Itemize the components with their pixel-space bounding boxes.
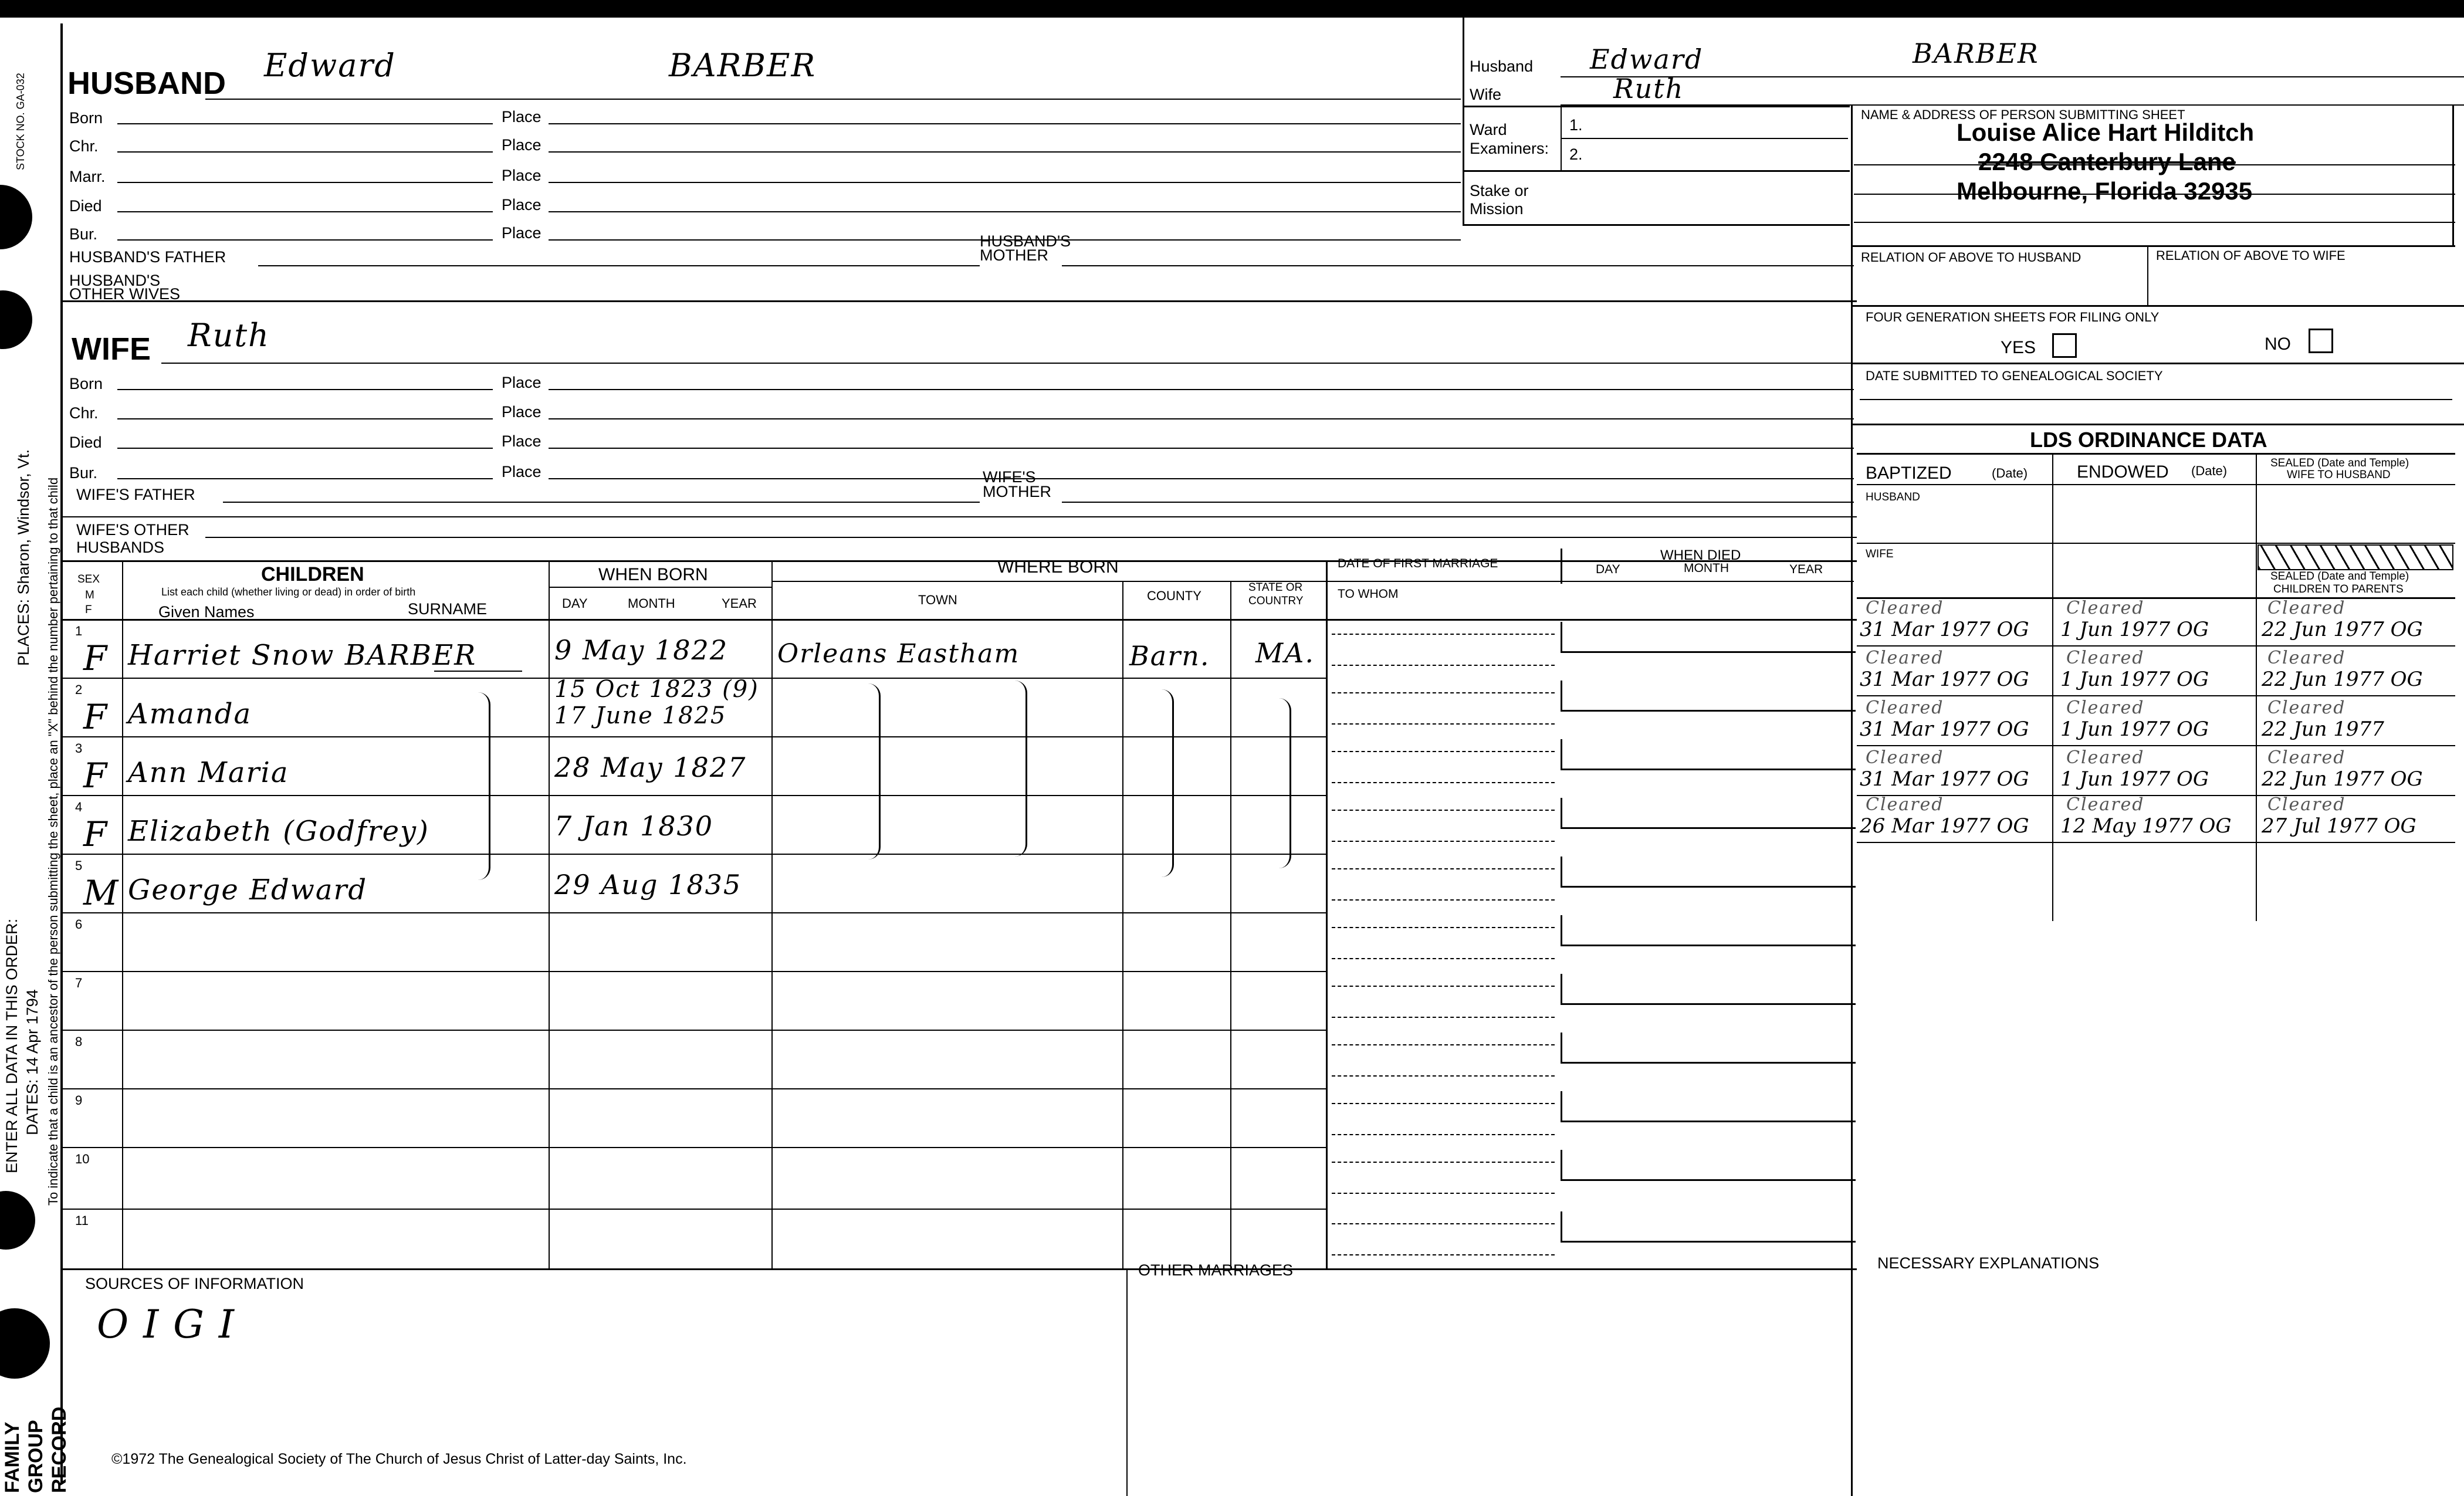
wife-father-label: WIFE'S FATHER — [76, 486, 195, 503]
ward-label-2: Examiners: — [1470, 140, 1549, 157]
lds-endowed-date[interactable]: 1 Jun 1977 OG — [2060, 668, 2209, 691]
date-submitted-label: DATE SUBMITTED TO GENEALOGICAL SOCIETY — [1866, 368, 2163, 383]
wife-place-label: Place — [502, 432, 541, 450]
lds-cleared-note: Cleared — [2066, 598, 2145, 618]
marriage-to-whom-line[interactable] — [1332, 1017, 1555, 1018]
husband-place-label: Place — [502, 167, 541, 184]
child-row-divider — [62, 971, 1326, 972]
lds-cleared-note: Cleared — [2066, 698, 2145, 718]
husband-place-label: Place — [502, 108, 541, 126]
wife-other-husbands-line — [205, 537, 1857, 538]
lds-col-divider-2 — [2256, 455, 2257, 921]
relation-husband-label: RELATION OF ABOVE TO HUSBAND — [1861, 250, 2081, 265]
form-left-border — [60, 23, 63, 1484]
stake-label-2: Mission — [1470, 200, 1524, 218]
lds-hatched-cell — [2257, 544, 2453, 570]
wife-other-husbands-2: HUSBANDS — [76, 539, 165, 556]
lds-endowed-date: (Date) — [2191, 463, 2228, 478]
marriage-line[interactable] — [1332, 634, 1555, 635]
lds-endowed: ENDOWED — [2077, 462, 2169, 482]
lds-row-divider — [1857, 695, 2455, 696]
record-title-3: RECORD — [48, 1406, 70, 1493]
lds-row-divider — [1857, 745, 2455, 746]
husband-place-line[interactable] — [549, 211, 1461, 212]
child-birth-county[interactable]: Barn. — [1129, 640, 1210, 672]
lds-cleared-note: Cleared — [2267, 794, 2346, 815]
lds-cleared-note: Cleared — [2267, 698, 2346, 718]
lds-wife-row: WIFE — [1866, 548, 1894, 560]
other-marriages-label: OTHER MARRIAGES — [1138, 1261, 1294, 1279]
child-name[interactable]: George Edward — [128, 874, 368, 906]
lds-endowed-date[interactable]: 1 Jun 1977 OG — [2060, 767, 2209, 791]
lds-endowed-date[interactable]: 12 May 1977 OG — [2060, 814, 2232, 838]
punch-hole-1 — [0, 185, 32, 249]
child-row-number: 3 — [75, 741, 83, 756]
husband-chr-date-line[interactable] — [117, 151, 493, 153]
marriage-line[interactable] — [1332, 751, 1555, 752]
wife-place-label: Place — [502, 403, 541, 421]
wife-bur-label: Bur. — [69, 464, 98, 482]
husband-father-line — [258, 265, 980, 266]
children-table-bottom — [62, 1268, 1857, 1270]
lds-wife-bottom — [1857, 597, 2455, 599]
state-col-divider — [1326, 562, 1328, 1269]
lds-col-divider-1 — [2052, 455, 2053, 921]
child-row-number: 4 — [75, 800, 83, 814]
child-row-divider — [62, 1030, 1326, 1031]
marriage-line[interactable] — [1332, 1223, 1555, 1224]
child-row-number: 9 — [75, 1093, 83, 1108]
lds-title: LDS ORDINANCE DATA — [2030, 428, 2267, 452]
lds-cleared-note: Cleared — [1866, 747, 1944, 768]
where-born-line — [771, 581, 1326, 582]
husband-bur-date-line[interactable] — [117, 239, 493, 241]
punch-hole-3 — [0, 1191, 35, 1250]
summary-husband-label: Husband — [1470, 57, 1534, 75]
lds-sealed-date[interactable]: 22 Jun 1977 — [2262, 717, 2384, 741]
wife-place-line[interactable] — [549, 478, 1854, 479]
lds-sealed-cp-2: CHILDREN TO PARENTS — [2273, 583, 2404, 595]
marriage-line[interactable] — [1332, 1103, 1555, 1104]
top-border-right — [505, 0, 2464, 12]
given-names-header: Given Names — [158, 603, 255, 621]
lds-baptized-date[interactable]: 31 Mar 1977 OG — [1860, 668, 2029, 691]
lds-cleared-note: Cleared — [2066, 747, 2145, 768]
child-row-number: 11 — [75, 1213, 89, 1228]
child-row-divider — [62, 854, 1326, 855]
marriage-to-whom-line[interactable] — [1332, 841, 1555, 842]
sources-value[interactable]: O I G I — [97, 1302, 235, 1347]
child-row-divider — [62, 736, 1326, 737]
examiner-2: 2. — [1569, 145, 1583, 163]
died-box[interactable] — [1561, 1211, 1856, 1243]
husband-mother-line — [1062, 265, 1854, 266]
husband-heading: HUSBAND — [67, 66, 226, 101]
marriage-line[interactable] — [1332, 692, 1555, 693]
wife-born-date-line[interactable] — [117, 389, 493, 390]
born-day: DAY — [562, 596, 588, 611]
to-whom-header: TO WHOM — [1338, 587, 1399, 601]
died-box[interactable] — [1561, 974, 1856, 1005]
marriage-to-whom-line[interactable] — [1332, 665, 1555, 666]
lds-row-divider — [1857, 795, 2455, 796]
child-row-number: 1 — [75, 624, 83, 638]
submitter-name: Louise Alice Hart Hilditch — [1957, 119, 2255, 146]
wife-mother-label-1: WIFE'S — [983, 468, 1036, 486]
child-row-divider — [62, 1088, 1326, 1089]
child-row-number: 2 — [75, 682, 83, 697]
died-box[interactable] — [1561, 798, 1856, 829]
wife-died-label: Died — [69, 434, 102, 451]
four-gen-yes-label: YES — [2001, 338, 2036, 357]
died-box[interactable] — [1561, 1150, 1856, 1181]
relation-divider — [2147, 246, 2148, 305]
marriage-line[interactable] — [1332, 810, 1555, 811]
born-month: MONTH — [628, 596, 675, 611]
lds-cleared-note: Cleared — [1866, 598, 1944, 618]
summary-wife-label: Wife — [1470, 86, 1501, 103]
town-col-divider — [1122, 581, 1123, 1269]
county-col-divider — [1230, 581, 1231, 1269]
husband-given-name[interactable]: Edward — [264, 47, 396, 84]
town-header: TOWN — [918, 593, 957, 607]
relation-bottom — [1851, 305, 2464, 307]
sex-col-divider — [122, 562, 123, 1269]
child-row-divider — [62, 1209, 1326, 1210]
lds-baptized-date[interactable]: 31 Mar 1977 OG — [1860, 618, 2029, 641]
lds-cleared-note: Cleared — [2267, 648, 2346, 668]
husband-place-line[interactable] — [549, 182, 1461, 183]
summary-husband-surname[interactable]: BARBER — [1913, 38, 2039, 69]
when-died-header: WHEN DIED — [1660, 547, 1741, 563]
lds-baptized-date[interactable]: 31 Mar 1977 OG — [1860, 767, 2029, 791]
child-row-number: 8 — [75, 1034, 83, 1049]
marriage-to-whom-line[interactable] — [1332, 782, 1555, 783]
date-submitted-line-1 — [1860, 399, 2452, 400]
examiners-bottom — [1463, 170, 1850, 172]
lds-cleared-note: Cleared — [2066, 648, 2145, 668]
stock-number: STOCK NO. GA-032 — [15, 73, 26, 170]
wife-place-line[interactable] — [549, 448, 1854, 449]
marriage-to-whom-line[interactable] — [1332, 1193, 1555, 1194]
lds-baptized-date[interactable]: 26 Mar 1977 OG — [1860, 814, 2029, 838]
surname-header: SURNAME — [408, 600, 488, 618]
sex-header-1: SEX — [77, 573, 100, 585]
lds-baptized-date: (Date) — [1992, 466, 2028, 480]
lds-endowed-date[interactable]: 1 Jun 1977 OG — [2060, 618, 2209, 641]
four-gen-yes-checkbox[interactable] — [2052, 333, 2077, 358]
marriage-line[interactable] — [1332, 986, 1555, 987]
husband-surname[interactable]: BARBER — [669, 47, 817, 84]
children-sub: List each child (whether living or dead) in order of birth — [161, 586, 416, 598]
wife-place-line[interactable] — [549, 418, 1854, 419]
four-gen-label: FOUR GENERATION SHEETS FOR FILING ONLY — [1866, 310, 2160, 324]
lds-sealed-date[interactable]: 27 Jul 1977 OG — [2262, 814, 2416, 838]
child-row-number: 5 — [75, 858, 83, 873]
when-born-line — [549, 587, 771, 588]
child-birth-date[interactable]: 15 Oct 1823 (9) — [554, 676, 759, 703]
summary-husband-given[interactable]: Edward — [1590, 43, 1704, 75]
explanations-label: NECESSARY EXPLANATIONS — [1877, 1254, 2100, 1272]
wife-place-line[interactable] — [549, 389, 1854, 390]
lds-sealed-date[interactable]: 22 Jun 1977 OG — [2262, 767, 2423, 791]
lds-row-divider — [1857, 645, 2455, 647]
born-year: YEAR — [722, 596, 757, 611]
child-row-number: 6 — [75, 917, 83, 932]
copyright: ©1972 The Genealogical Society of The Church of Jesus Christ of Latter-day Saints, Inc. — [111, 1451, 687, 1467]
marriage-to-whom-line[interactable] — [1332, 899, 1555, 901]
examiner-1-line — [1561, 138, 1848, 139]
marriage-to-whom-line[interactable] — [1332, 1134, 1555, 1135]
submitter-city: Melbourne, Florida 32935 — [1957, 177, 2253, 205]
husband-place-label: Place — [502, 224, 541, 242]
dates-note: DATES: 14 Apr 1794 — [23, 989, 41, 1135]
summary-box-left — [1463, 16, 1464, 225]
wife-section-bottom — [62, 560, 1857, 562]
lds-husband-row: HUSBAND — [1866, 491, 1920, 503]
child-birth-date[interactable]: 9 May 1822 — [554, 634, 729, 666]
child-birth-date[interactable]: 29 Aug 1835 — [554, 869, 742, 901]
county-header: COUNTY — [1147, 588, 1201, 603]
husband-father-label: HUSBAND'S FATHER — [69, 248, 226, 266]
child-row-number: 10 — [75, 1152, 90, 1166]
child-sex[interactable]: M — [83, 873, 120, 913]
marriage-line[interactable] — [1332, 1044, 1555, 1045]
child-sex[interactable]: F — [83, 756, 109, 796]
town-ditto-2 — [1015, 681, 1027, 857]
examiner-1: 1. — [1569, 116, 1583, 134]
husband-marr-date-line[interactable] — [117, 182, 493, 183]
died-month: MONTH — [1684, 561, 1729, 575]
husband-born-date-line[interactable] — [117, 123, 493, 124]
right-panel-right — [2452, 106, 2454, 246]
wife-place-label: Place — [502, 374, 541, 391]
child-birth-date[interactable]: 7 Jan 1830 — [554, 810, 714, 842]
husband-died-date-line[interactable] — [117, 211, 493, 212]
died-col-divider — [1561, 549, 1562, 584]
sex-header-3: F — [85, 604, 92, 616]
four-gen-no-label: NO — [2265, 334, 2291, 354]
indicate-note: To indicate that a child is an ancestor of the person submitting the sheet, place an "X" behind the number pertaining to that child — [46, 477, 60, 1206]
town-ditto-1 — [868, 683, 881, 859]
wife-mother-line — [1062, 502, 1854, 503]
surname-underline — [434, 671, 522, 672]
died-box[interactable] — [1561, 915, 1856, 946]
husband-died-label: Died — [69, 197, 102, 215]
marriage-line[interactable] — [1332, 1162, 1555, 1163]
husband-place-label: Place — [502, 136, 541, 154]
wife-chr-label: Chr. — [69, 404, 99, 422]
lds-cleared-note: Cleared — [2066, 794, 2145, 815]
children-header: CHILDREN — [261, 563, 364, 585]
marriage-line[interactable] — [1332, 868, 1555, 869]
submitter-line-1 — [1854, 164, 2455, 165]
when-born-col-divider — [771, 562, 773, 1269]
died-box[interactable] — [1561, 739, 1856, 770]
summary-box-divider — [1463, 106, 1850, 107]
wife-mother-label-2: MOTHER — [983, 483, 1051, 500]
relation-wife-label: RELATION OF ABOVE TO WIFE — [2156, 248, 2345, 263]
husband-chr-label: Chr. — [69, 137, 99, 155]
places-note: PLACES: Sharon, Windsor, Vt. — [15, 449, 32, 666]
marriage-to-whom-line[interactable] — [1332, 1075, 1555, 1077]
lds-sealed-wh-2: WIFE TO HUSBAND — [2287, 469, 2391, 481]
died-box[interactable] — [1561, 1091, 1856, 1122]
lds-sealed-date[interactable]: 22 Jun 1977 OG — [2262, 668, 2423, 691]
husband-place-label: Place — [502, 196, 541, 214]
ward-label-1: Ward — [1470, 121, 1507, 138]
husband-place-line[interactable] — [549, 151, 1461, 153]
child-name[interactable]: Ann Maria — [128, 756, 289, 789]
child-name[interactable]: Harriet Snow BARBER — [128, 639, 477, 672]
child-sex[interactable]: F — [83, 697, 109, 737]
child-name[interactable]: Amanda — [128, 698, 252, 730]
lds-endowed-date[interactable]: 1 Jun 1977 OG — [2060, 717, 2209, 741]
where-born-header: WHERE BORN — [997, 557, 1119, 577]
died-year: YEAR — [1789, 563, 1823, 576]
date-submitted-bottom — [1851, 424, 2464, 425]
submitter-line-2 — [1854, 194, 2455, 195]
four-gen-bottom — [1851, 363, 2464, 364]
wife-place-label: Place — [502, 463, 541, 480]
wife-chr-date-line[interactable] — [117, 418, 493, 419]
wife-father-line — [223, 502, 980, 503]
died-box[interactable] — [1561, 681, 1856, 712]
record-title-1: FAMILY — [1, 1421, 23, 1493]
husband-other-wives-1: HUSBAND'S — [69, 272, 161, 289]
child-birth-town[interactable]: Orleans Eastham — [777, 639, 1020, 669]
marriage-line[interactable] — [1332, 927, 1555, 928]
husband-place-line[interactable] — [549, 123, 1461, 124]
submitter-line-3 — [1854, 222, 2455, 223]
husband-marr-label: Marr. — [69, 168, 106, 185]
wife-bur-date-line[interactable] — [117, 478, 493, 479]
other-marriages-divider — [1126, 1268, 1128, 1496]
summary-box-bottom — [1463, 224, 1850, 226]
child-name[interactable]: Elizabeth (Godfrey) — [128, 815, 429, 848]
lds-cleared-note: Cleared — [1866, 648, 1944, 668]
summary-wife-given[interactable]: Ruth — [1613, 73, 1684, 104]
lds-baptized: BAPTIZED — [1866, 463, 1952, 483]
husband-section-bottom — [62, 300, 1857, 302]
child-row-divider — [62, 795, 1326, 796]
lds-cleared-note: Cleared — [1866, 794, 1944, 815]
husband-mother-label-1: HUSBAND'S — [980, 232, 1071, 250]
child-sex[interactable]: F — [83, 814, 109, 854]
wife-name-line — [161, 363, 1857, 364]
died-box[interactable] — [1561, 857, 1856, 888]
child-row-divider — [62, 1147, 1326, 1148]
child-sex[interactable]: F — [83, 638, 109, 678]
child-row-number: 7 — [75, 976, 83, 990]
summary-husband-line — [1561, 76, 2464, 77]
husband-bur-label: Bur. — [69, 225, 98, 243]
amanda-bracket — [478, 692, 490, 880]
submitter-box-bottom — [1851, 245, 2455, 247]
wife-other-husbands-1: WIFE'S OTHER — [76, 521, 189, 539]
wife-mother-bottom — [62, 516, 1857, 517]
punch-hole-2 — [0, 290, 32, 349]
died-box[interactable] — [1561, 1033, 1856, 1064]
husband-name-line — [205, 99, 1461, 100]
state-header-1: STATE OR — [1248, 581, 1303, 594]
died-line — [1326, 581, 1854, 582]
died-day: DAY — [1596, 563, 1620, 576]
children-col-divider — [549, 562, 550, 1269]
first-marriage-header: DATE OF FIRST MARRIAGE — [1338, 557, 1498, 570]
lds-sealed-cp-1: SEALED (Date and Temple) — [2270, 570, 2409, 583]
lds-baptized-date[interactable]: 31 Mar 1977 OG — [1860, 717, 2029, 741]
lds-cleared-note: Cleared — [2267, 747, 2346, 768]
punch-hole-4 — [0, 1308, 50, 1379]
enter-note: ENTER ALL DATA IN THIS ORDER: — [3, 918, 21, 1173]
husband-born-label: Born — [69, 109, 103, 127]
lds-header-bottom — [1857, 484, 2455, 485]
wife-born-label: Born — [69, 375, 103, 392]
died-box[interactable] — [1561, 622, 1856, 653]
record-title-2: GROUP — [25, 1420, 47, 1493]
wife-heading: WIFE — [72, 331, 151, 367]
marriage-to-whom-line[interactable] — [1332, 723, 1555, 725]
wife-given-name[interactable]: Ruth — [188, 317, 270, 354]
submitter-label: NAME & ADDRESS OF PERSON SUBMITTING SHEET — [1861, 107, 2185, 122]
four-gen-no-checkbox[interactable] — [2309, 329, 2333, 353]
child-birth-state[interactable]: MA. — [1255, 637, 1315, 669]
lds-sealed-wh-1: SEALED (Date and Temple) — [2270, 457, 2409, 469]
children-header-bottom — [62, 619, 1857, 621]
stake-label-1: Stake or — [1470, 182, 1529, 199]
lds-husband-bottom — [1857, 543, 2455, 544]
lds-title-bottom — [1857, 453, 2455, 455]
husband-other-wives-2: OTHER WIVES — [69, 285, 181, 303]
lds-cleared-note: Cleared — [2267, 598, 2346, 618]
state-ditto — [1279, 698, 1291, 868]
marriage-to-whom-line[interactable] — [1332, 958, 1555, 959]
child-birth-date[interactable]: 28 May 1827 — [554, 752, 747, 783]
lds-cleared-note: Cleared — [1866, 698, 1944, 718]
submitter-street: 2248 Canterbury Lane — [1978, 148, 2236, 175]
husband-mother-label-2: MOTHER — [980, 246, 1048, 264]
county-ditto — [1162, 689, 1174, 877]
sources-label: SOURCES OF INFORMATION — [85, 1275, 304, 1292]
marriage-to-whom-line[interactable] — [1332, 1254, 1555, 1255]
when-born-header: WHEN BORN — [598, 565, 708, 584]
lds-sealed-date[interactable]: 22 Jun 1977 OG — [2262, 618, 2423, 641]
state-header-2: COUNTRY — [1248, 595, 1304, 607]
lds-row-divider — [1857, 842, 2455, 843]
sex-header-2: M — [85, 589, 94, 601]
child-row-divider — [62, 912, 1326, 913]
child-birth-date-alt[interactable]: 17 June 1825 — [554, 702, 727, 729]
wife-died-date-line[interactable] — [117, 448, 493, 449]
